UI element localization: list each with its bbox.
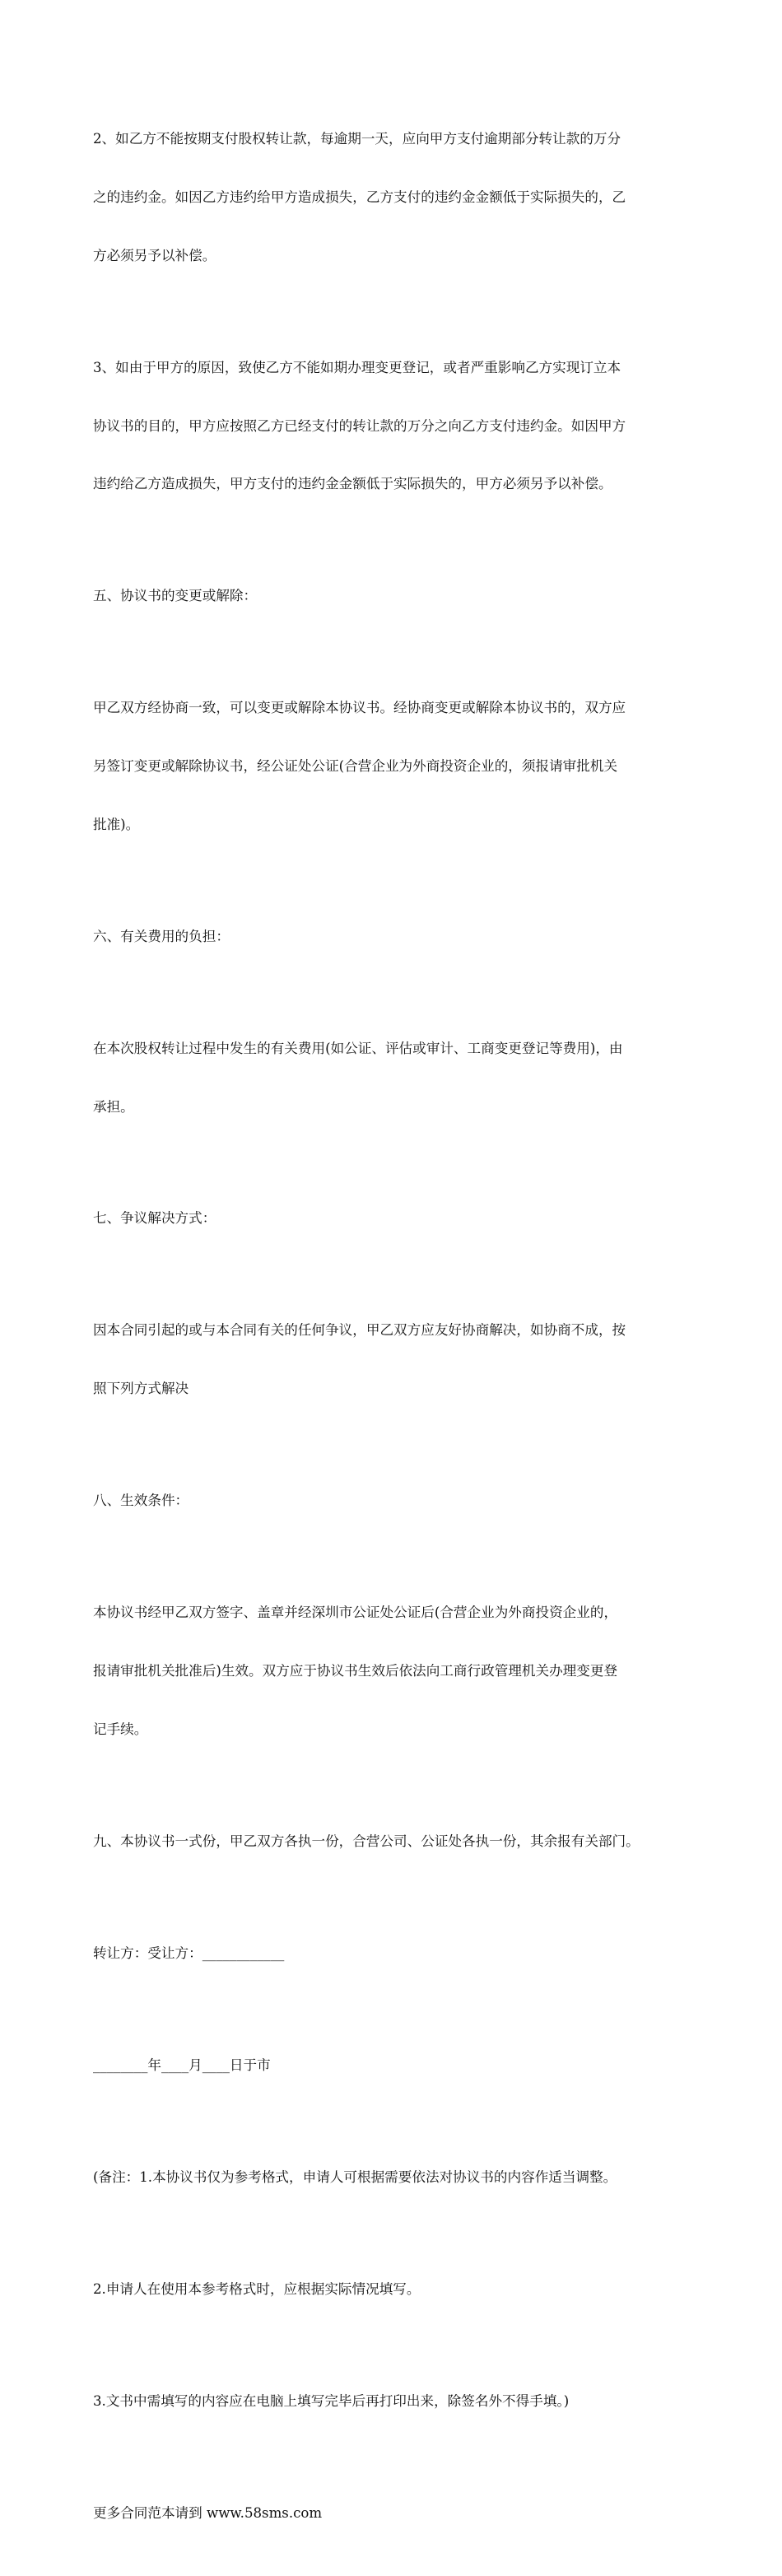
text-line: 承担。 xyxy=(93,1098,134,1115)
text-line: 在本次股权转让过程中发生的有关费用(如公证、评估或审计、工商变更登记等费用)，由 xyxy=(93,1040,623,1056)
text-line: 因本合同引起的或与本合同有关的任何争议，甲乙双方应友好协商解决，如协商不成，按 xyxy=(93,1322,626,1339)
text-line: ________年____月____日于市 xyxy=(93,2057,271,2073)
text-line: 记手续。 xyxy=(93,1721,148,1737)
footer-more-templates xyxy=(93,2464,694,2561)
text-line: (备注：1.本协议书仅为参考格式，申请人可根据需要依法对协议书的内容作适当调整。 xyxy=(93,2168,617,2185)
text-line: 2.申请人在使用本参考格式时，应根据实际情况填写。 xyxy=(93,2280,421,2297)
text-line: 更多合同范本请到 www.58sms.com xyxy=(93,2504,323,2521)
text-line: 另签订变更或解除协议书，经公证处公证(合营企业为外商投资企业的，须报请审批机关 xyxy=(93,758,618,774)
text-line: 本协议书经甲乙双方签字、盖章并经深圳市公证处公证后(合营企业为外商投资企业的， xyxy=(93,1605,618,1621)
text-line: 报请审批机关批准后)生效。双方应于协议书生效后依法向工商行政管理机关办理变更登 xyxy=(93,1662,618,1679)
text-line: 3.文书中需填写的内容应在电脑上填写完毕后再打印出来，除签名外不得手填。) xyxy=(93,2392,570,2409)
clause-paragraph-modification xyxy=(93,659,694,873)
text-line: 九、本协议书一式份，甲乙双方各执一份，合营公司、公证处各执一份，其余报有关部门。 xyxy=(93,1833,640,1849)
text-line: 照下列方式解决 xyxy=(93,1381,189,1397)
section-heading-dispute xyxy=(93,1170,694,1267)
clause-paragraph-effectiveness xyxy=(93,1564,694,1778)
clause-paragraph-late-payment xyxy=(93,91,694,305)
clause-paragraph-dispute xyxy=(93,1282,694,1437)
clause-paragraph-copies xyxy=(93,1793,694,1890)
signature-line-parties xyxy=(93,1904,694,2001)
section-heading-effectiveness xyxy=(93,1452,694,1549)
text-line: 批准)。 xyxy=(93,816,140,832)
clause-paragraph-party-a-breach xyxy=(93,319,694,533)
text-line: 甲乙双方经协商一致，可以变更或解除本协议书。经协商变更或解除本协议书的，双方应 xyxy=(93,700,626,716)
section-heading-modification xyxy=(93,547,694,645)
note-paragraph-3 xyxy=(93,2352,694,2449)
text-line: 协议书的目的，甲方应按照乙方已经支付的转让款的万分之向乙方支付违约金。如因甲方 xyxy=(93,417,626,434)
text-line: 方必须另予以补偿。 xyxy=(93,247,216,263)
section-heading-fees xyxy=(93,888,694,985)
signature-line-date xyxy=(93,2016,694,2113)
clause-paragraph-fees xyxy=(93,1000,694,1156)
text-line: 六、有关费用的负担： xyxy=(93,928,230,944)
text-line: 之的违约金。如因乙方违约给甲方造成损失，乙方支付的违约金金额低于实际损失的，乙 xyxy=(93,189,626,205)
text-line: 违约给乙方造成损失，甲方支付的违约金金额低于实际损失的，甲方必须另予以补偿。 xyxy=(93,476,612,492)
note-paragraph-2 xyxy=(93,2240,694,2337)
text-line: 五、协议书的变更或解除： xyxy=(93,588,258,604)
text-line: 2、如乙方不能按期支付股权转让款，每逾期一天，应向甲方支付逾期部分转让款的万分 xyxy=(93,131,621,147)
note-paragraph-1 xyxy=(93,2128,694,2225)
text-line: 八、生效条件： xyxy=(93,1493,189,1509)
text-line: 七、争议解决方式： xyxy=(93,1210,216,1227)
text-line: 转让方：受让方：____________ xyxy=(93,1945,285,1961)
text-line: 3、如由于甲方的原因，致使乙方不能如期办理变更登记，或者严重影响乙方实现订立本 xyxy=(93,359,621,375)
document-page xyxy=(93,91,694,2576)
